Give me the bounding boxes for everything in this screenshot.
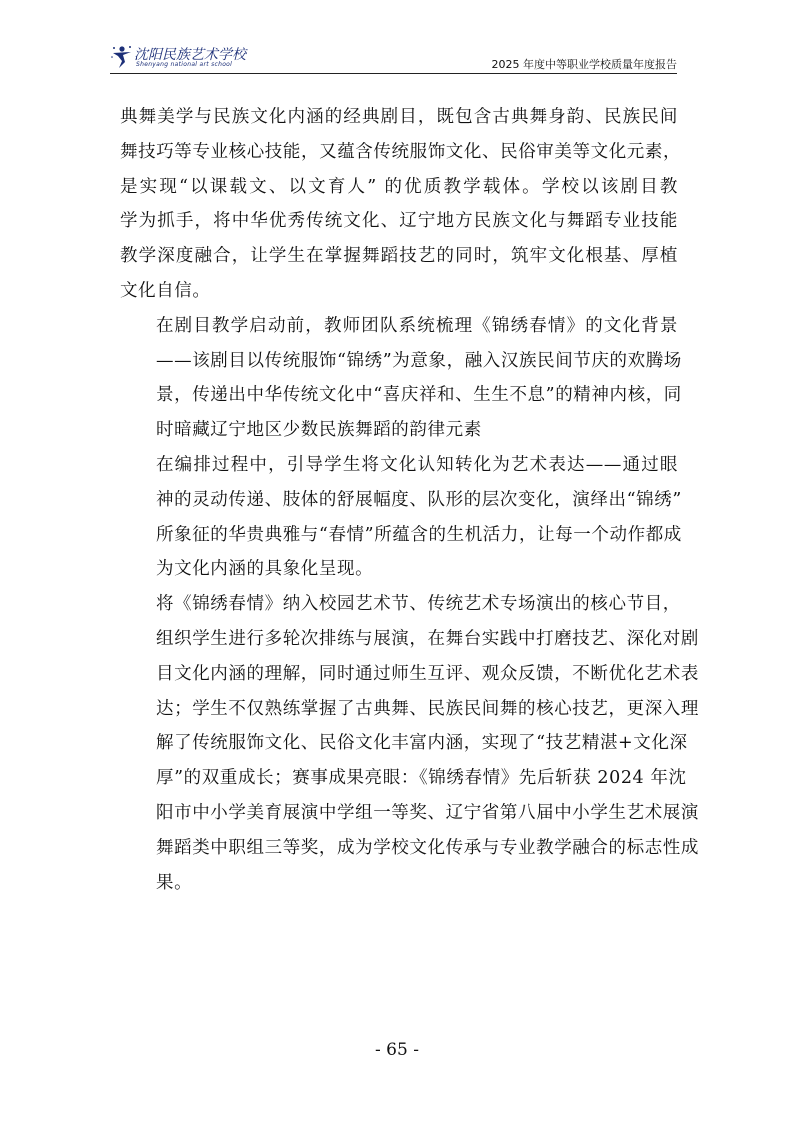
paragraph-line: 组织学生进行多轮次排练与展演，在舞台实践中打磨技艺、深化对剧	[156, 628, 699, 649]
paragraph-line: 解了传统服饰文化、民俗文化丰富内涵，实现了“技艺精湛+文化深	[156, 733, 688, 754]
school-logo	[110, 42, 250, 72]
paragraph-line: 神的灵动传递、肢体的舒展幅度、队形的层次变化，演绎出“锦绣”	[156, 489, 682, 510]
paragraph-line: 厚”的双重成长；赛事成果亮眼：《锦绣春情》先后斩获 2024 年沈	[156, 768, 687, 789]
logo-text: 沈阳民族艺术学校	[134, 47, 246, 63]
paragraph-line: 景，传递出中华传统文化中“喜庆祥和、生生不息”的精神内核，同	[156, 385, 682, 406]
paragraph-line: 典舞美学与民族文化内涵的经典剧目，既包含古典舞身韵、民族民间	[120, 107, 678, 127]
paragraph-line: 舞蹈类中职组三等奖，成为学校文化传承与专业教学融合的标志性成	[156, 837, 699, 858]
paragraph-line: 文化自信。	[120, 280, 211, 301]
paragraph	[120, 448, 682, 587]
paragraph-line: 教学深度融合，让学生在掌握舞蹈技艺的同时，筑牢文化根基、厚植	[120, 246, 678, 267]
page-number: - 65 -	[375, 1040, 419, 1060]
paragraph	[120, 100, 682, 309]
paragraph	[120, 309, 682, 448]
paragraph-line: 将《锦绣春情》纳入校园艺术节、传统艺术专场演出的核心节目，	[156, 594, 681, 615]
page-header	[110, 42, 677, 76]
paragraph-line: 达；学生不仅熟练掌握了古典舞、民族民间舞的核心技艺，更深入理	[156, 698, 699, 719]
paragraph-line: 为文化内涵的具象化呈现。	[156, 559, 374, 580]
paragraph-line: ——该剧目以传统服饰“锦绣”为意象，融入汉族民间节庆的欢腾场	[156, 350, 682, 371]
paragraph-line: 是实现“以课载文、以文育人” 的优质教学载体。学校以该剧目教	[120, 176, 678, 197]
paragraph-line: 阳市中小学美育展演中学组一等奖、辽宁省第八届中小学生艺术展演	[156, 802, 699, 823]
paragraph-line: 所象征的华贵典雅与“春情”所蕴含的生机活力，让每一个动作都成	[156, 524, 682, 545]
paragraph-line: 目文化内涵的理解，同时通过师生互评、观众反馈，不断优化艺术表	[156, 663, 699, 684]
paragraph-line: 舞技巧等专业核心技能，又蕴含传统服饰文化、民俗审美等文化元素，	[120, 141, 682, 162]
report-title: 2025 年度中等职业学校质量年度报告	[491, 58, 677, 71]
paragraph-line: 学为抓手，将中华优秀传统文化、辽宁地方民族文化与舞蹈专业技能	[120, 211, 678, 232]
logo-english-text: Shenyang national art school	[136, 61, 233, 68]
paragraph	[120, 587, 699, 900]
dancer-logo-icon	[110, 44, 134, 70]
paragraph-line: 时暗藏辽宁地区少数民族舞蹈的韵律元素	[156, 420, 482, 441]
header-divider	[110, 73, 677, 74]
paragraph-line: 在剧目教学启动前，教师团队系统梳理《锦绣春情》的文化背景	[156, 315, 678, 336]
paragraph-line: 在编排过程中，引导学生将文化认知转化为艺术表达——通过眼	[156, 454, 678, 475]
paragraph-line: 果。	[156, 872, 193, 893]
document-body	[120, 100, 699, 900]
